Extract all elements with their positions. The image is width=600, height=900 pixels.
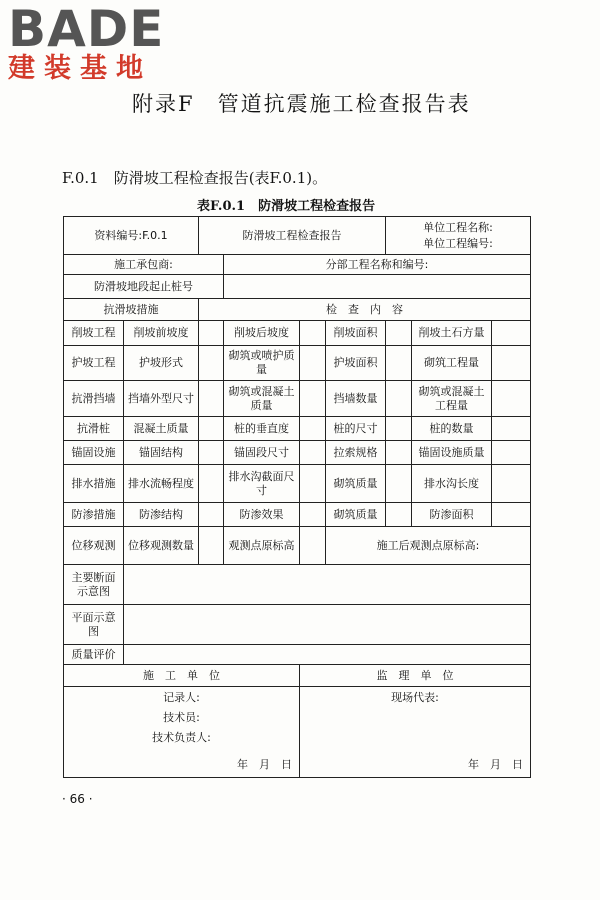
item-value: [386, 417, 412, 441]
item-value: [492, 465, 531, 503]
item-label-wide: 施工后观测点原标高:: [326, 527, 531, 565]
construction-unit-header: 施 工 单 位: [64, 665, 300, 687]
item-value: [386, 321, 412, 346]
item-label: 排水流畅程度: [124, 465, 199, 503]
item-value: [492, 381, 531, 417]
item-label: 砌筑质量: [326, 465, 386, 503]
item-label: 防渗结构: [124, 503, 199, 527]
supervision-unit-header: 监 理 单 位: [300, 665, 531, 687]
item-label: 桩的尺寸: [326, 417, 386, 441]
item-label: 砌筑或混凝土工程量: [412, 381, 492, 417]
item-label: 拉索规格: [326, 441, 386, 465]
item-value: [492, 417, 531, 441]
item-label: 锚固设施质量: [412, 441, 492, 465]
item-value: [199, 503, 224, 527]
pile-number-value: [224, 275, 531, 299]
item-value: [492, 441, 531, 465]
logo-subtext: 建装基地: [8, 53, 152, 84]
item-label: 观测点原标高: [224, 527, 300, 565]
doc-number: 资料编号:F.0.1: [64, 217, 199, 255]
tech-lead-label: 技术负责人:: [152, 731, 211, 744]
item-label: 砌筑工程量: [412, 346, 492, 381]
report-table: [63, 216, 531, 778]
item-value: [300, 346, 326, 381]
item-value: [300, 321, 326, 346]
logo-text: BADE: [8, 0, 165, 58]
item-value: [492, 503, 531, 527]
item-label: 排水沟截面尺寸: [224, 465, 300, 503]
item-label: 位移观测数量: [124, 527, 199, 565]
section-title: F.0.1 防滑坡工程检查报告(表F.0.1)。: [62, 169, 328, 187]
item-label: 桩的数量: [412, 417, 492, 441]
row-label: 削坡工程: [64, 321, 124, 346]
item-label: 削坡后坡度: [224, 321, 300, 346]
item-label: 挡墙数量: [326, 381, 386, 417]
report-name: 防滑坡工程检查报告: [199, 217, 386, 255]
diagram-area: [124, 565, 531, 605]
unit-number-label: 单位工程编号:: [423, 236, 493, 250]
row-label: 锚固设施: [64, 441, 124, 465]
row-label: 抗滑桩: [64, 417, 124, 441]
logo: [8, 0, 165, 84]
item-label: 锚固段尺寸: [224, 441, 300, 465]
row-label: 位移观测: [64, 527, 124, 565]
site-rep-label: 现场代表:: [391, 691, 439, 704]
item-value: [492, 321, 531, 346]
item-value: [300, 441, 326, 465]
date-label: 年 月 日: [237, 758, 293, 771]
item-value: [300, 503, 326, 527]
item-label: 锚固结构: [124, 441, 199, 465]
row-label: 平面示意图: [64, 605, 124, 645]
item-value: [199, 441, 224, 465]
item-value: [199, 346, 224, 381]
item-value: [386, 441, 412, 465]
item-value: [300, 527, 326, 565]
quality-value: [124, 645, 531, 665]
unit-name-label: 单位工程名称:: [423, 220, 493, 234]
item-label: 砌筑或喷护质量: [224, 346, 300, 381]
inspection-header: 检 查 内 容: [199, 299, 531, 321]
row-label: 质量评价: [64, 645, 124, 665]
item-label: 排水沟长度: [412, 465, 492, 503]
item-label: 砌筑质量: [326, 503, 386, 527]
item-label: 砌筑或混凝土质量: [224, 381, 300, 417]
item-value: [199, 321, 224, 346]
row-label: 防渗措施: [64, 503, 124, 527]
item-label: 护坡面积: [326, 346, 386, 381]
item-label: 混凝土质量: [124, 417, 199, 441]
contractor-label: 施工承包商:: [64, 255, 224, 275]
item-value: [386, 346, 412, 381]
row-label: 主要断面示意图: [64, 565, 124, 605]
row-label: 排水措施: [64, 465, 124, 503]
item-label: 护坡形式: [124, 346, 199, 381]
construction-signatures: [64, 687, 300, 778]
item-label: 削坡面积: [326, 321, 386, 346]
item-value: [199, 381, 224, 417]
subproject-label: 分部工程名称和编号:: [224, 255, 531, 275]
date-label: 年 月 日: [468, 758, 524, 771]
supervision-signatures: [300, 687, 531, 778]
item-value: [386, 381, 412, 417]
item-value: [300, 381, 326, 417]
diagram-area: [124, 605, 531, 645]
unit-info: [386, 217, 531, 255]
item-label: 削坡前坡度: [124, 321, 199, 346]
page-number: · 66 ·: [62, 792, 93, 806]
item-value: [386, 503, 412, 527]
item-label: 防渗面积: [412, 503, 492, 527]
item-value: [300, 417, 326, 441]
recorder-label: 记录人:: [163, 691, 200, 704]
item-value: [300, 465, 326, 503]
technician-label: 技术员:: [163, 711, 200, 724]
item-value: [386, 465, 412, 503]
item-label: 挡墙外型尺寸: [124, 381, 199, 417]
table-caption: 表F.0.1 防滑坡工程检查报告: [197, 199, 376, 214]
page-title: 附录F 管道抗震施工检查报告表: [132, 92, 471, 116]
measures-header: 抗滑坡措施: [64, 299, 199, 321]
pile-number-label: 防滑坡地段起止桩号: [64, 275, 224, 299]
item-label: 防渗效果: [224, 503, 300, 527]
item-value: [199, 527, 224, 565]
row-label: 护坡工程: [64, 346, 124, 381]
item-value: [199, 417, 224, 441]
row-label: 抗滑挡墙: [64, 381, 124, 417]
item-value: [492, 346, 531, 381]
item-label: 桩的垂直度: [224, 417, 300, 441]
item-value: [199, 465, 224, 503]
item-label: 削坡土石方量: [412, 321, 492, 346]
